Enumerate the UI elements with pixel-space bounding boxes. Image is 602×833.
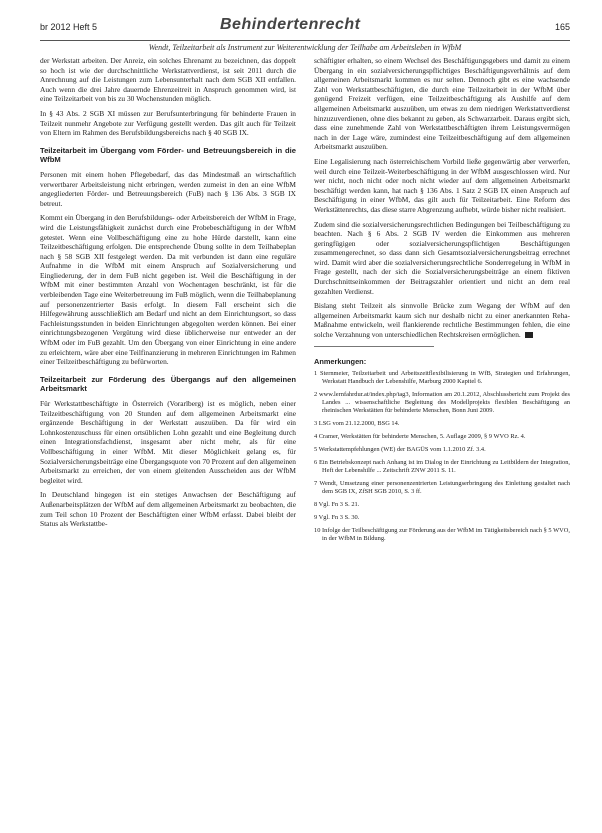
section-heading: Teilzeitarbeit zur Förderung des Übergangs auf den allgemeinen Arbeitsmarkt bbox=[40, 374, 296, 394]
footnote: 6 Ein Betriebskonzept nach Anhang ist im Dialog in der Einrichtung zu Leitbildern der Integration, Heft der Lebenshilfe ... Zeitschrift ZNW 2011 S. 11. bbox=[314, 459, 570, 475]
paragraph: Zudem sind die sozialversicherungsrechtlichen Bedingungen bei Teilbeschäftigung zu beachten. Nach § 6 Abs. 2 SGB IV werden die Einkommen aus mehreren geringfügigen oder sozialversicherungspflichtigen Beschäftigungen zusammengerechnet, so dass dann sich Gesamtsozialversicherungsbeitrag errechnet wird. Damit wird aber die sozialversicherungsrechtliche Sonderregelung in WfbM in Frage gestellt, nach der sich die Sozialversicherungsbeiträge an einem fiktiven Durchschnittseinkommen der Beitragszahler orientiert und nicht an dem real gezahlten Verdienst. bbox=[314, 219, 570, 296]
paragraph: In § 43 Abs. 2 SGB XI müssen zur Berufsunterbringung für behinderte Frauen in Teilzeit nunmehr Angebote zur Verfügung gestellt werden. Das gilt auch für Teilzeit von Eltern im Rahmen des Berufsbildungsbereichs nach § 40 SGB IX. bbox=[40, 108, 296, 138]
right-column bbox=[314, 56, 570, 548]
paragraph: Personen mit einem hohen Pflegebedarf, das das Mindestmaß an wirtschaftlich verwertbarer Arbeitsleistung nicht erbringen, werden zumeist in den an eine WfbM angegliederten Förder- und Betreuungsbereich (FuB) nach § 136 Abs. 3 SGB IX betreut. bbox=[40, 169, 296, 208]
header-rule bbox=[40, 40, 570, 41]
left-column bbox=[40, 56, 296, 534]
footnote: 4 Cramer, Werkstätten für behinderte Menschen, 5. Auflage 2009, § 9 WVO Rz. 4. bbox=[314, 433, 526, 441]
paragraph: Kommt ein Übergang in den Berufsbildungs- oder Arbeitsbereich der WfbM in Frage, wird die Leistungsfähigkeit zunächst durch eine Probebeschäftigung in der WfbM getestet. Wenn eine Vollbeschäftigung eine zu hohe Hürde darstellt, kann eine Teilzeitbeschäftigung erfolgen. Die entsprechende Übung sollte in dem Teilhabeplan nach § 58 SGB XII festgelegt werden. Da mit verbunden ist dann eine reguläre Aufnahme in die WfbM mit einem Anspruch auf Sozialversicherung und Eingliederung, der in dem FuB nicht gegeben ist. Weil die Beschäftigung in der WfbM mit einer bestimmten Anzahl von Wochentagen beschränkt, ist für die verbleibenden Tage eine Weiterbetreuung im FuB möglich, wenn die Teilhabeplanung auf personenzentrierter Basis erfolgt. In diesem Fall erscheint sich die Hilfegewährung ausschließlich am Bedarf und nicht an dem Einrichtungsort, so dass Fachleistungsstunden in beiden Einrichtungen abgegolten werden können. Bei einer einrichtungsbezogenen Vergütung wird diese üblicherweise nur entweder an der WfbM oder im FuB gezahlt. Um den Übergang von einer Einrichtung in eine andere zu erleichtern, wäre aber eine Teilfinanzierung in mehreren Einrichtungen im Rahmen einer Teilzeitbeschäftigung zu befürworten. bbox=[40, 213, 296, 367]
footnote: 2 www.lernfahrdur.at/index.php/tag3, Information am 20.1.2012, Abschlussbericht zum Projekt des Landes ... wissenschaftliche Begleitung des Modellprojekts flexiblen Beschäftigung an rheinischen Werkstätten für behinderte Menschen, Bonn Juni 2009. bbox=[314, 391, 570, 415]
paragraph-text: Bislang steht Teilzeit als sinnvolle Brücke zum Wegang der WfbM auf den allgemeinen Arbeitsmarkt kaum sich nur deshalb nicht zu einer anerkannten Reha-Maßnahme entwickeln, weil flankierende rechtliche Bestimmungen fehlen, die eine solche Verzahnung von unterschiedlichen Rechtskreisen ermöglichen. bbox=[314, 301, 570, 340]
running-header bbox=[40, 16, 570, 38]
paragraph: Eine Legalisierung nach österreichischem Vorbild ließe gegenwärtig aber verwerfen, weil durch eine Teilzeit-Weiterbeschäftigung in der WfbM ausgeschlossen wird. Nur wer nicht, noch nicht oder noch nicht wieder auf dem allgemeinen Arbeitsmarkt beschäftigt werden kann, hat nach § 136 Abs. 1 Satz 2 SGB IX einen Anspruch auf Beschäftigung in einer WfbM, das gilt auch für Teilzeitarbeit. Eine Reform des Werkstättenrechts, das diese starre Abgrenzung aufhebt, würde bisher nicht realisiert. bbox=[314, 156, 570, 214]
footnote-rule bbox=[314, 346, 434, 347]
end-of-article-mark bbox=[525, 332, 533, 338]
footnote: 8 Vgl. Fn 3 S. 21. bbox=[314, 501, 360, 509]
footnote: 5 Werkstattempfehlungen (WE) der BAGÜS vom 1.1.2010 Zf. 3.4. bbox=[314, 446, 486, 454]
footnote: 9 Vgl. Fn 3 S. 30. bbox=[314, 514, 360, 522]
section-heading: Teilzeitarbeit im Übergang vom Förder- und Betreuungsbereich in die WfbM bbox=[40, 145, 296, 165]
footnote: 10 Infolge der Teilbeschäftigung zur Förderung aus der WfbM im Tätigkeitsbereich nach § 5 WVO, in der WfbM in Bildung. bbox=[314, 527, 570, 543]
paragraph: In Deutschland hingegen ist ein stetiges Anwachsen der Beschäftigung auf Außenarbeitsplätzen der WfbM auf dem allgemeinen Arbeitsmarkt zu beobachten, die zum Teil schon 10 Prozent der Beschäftigten einer WfbM erfasst. Dabei bleibt der Status als Werkstattbe- bbox=[40, 490, 296, 529]
paragraph bbox=[314, 301, 570, 339]
paragraph: der Werkstatt arbeiten. Der Anreiz, ein solches Ehrenamt zu bezeichnen, das doppelt so hoch ist wie der durchschnittliche Werkstattverdienst, ist seit 2011 durch die Anrechnung auf die Leistungen zum Lebensunterhalt nach dem SGB XII entfallen. Auch wenn die drei Jahre dauernde Ehrenzeitreit in Anspruch genommen wird, ist eine Teilzeitarbeit von bis zu 30 Wochenstunden möglich. bbox=[40, 56, 296, 104]
page-number: 165 bbox=[554, 22, 570, 32]
footnote: 1 Sternmeier, Teilzeitarbeit und Arbeitszeitflexibilisierung in WfB, Strategien und Erfahrungen, Werkstatt Handbuch der Lebenshilfe, Marburg 2000 Kapitel 6. bbox=[314, 370, 570, 386]
footnote: 3 LSG vom 21.12.2000, BSG 14. bbox=[314, 420, 400, 428]
paragraph: Für Werkstattbeschäftigte in Österreich (Vorarlberg) ist es möglich, neben einer Teilzeitbeschäftigung von 20 Stunden auf dem allgemeinen Arbeitsmarkt eine ergänzende Beschäftigung in der Werkstatt auszuüben. Da für wird ein Lohnkostenzuschuss für einen ortsüblichen Lohn gezahlt und eine Begleitung durch einen Integrationsfachdienst, insgesamt aber nicht mehr, als für eine Vollbeschäftigung in einer WfbM. Mit dieser Möglichkeit gelang es, für Sozialversicherungsbeiträge eine Übergangsquote von 70 Prozent auf den allgemeinen Arbeitsmarkt zu erreichen, der von einem gleitenden Ausscheiden aus der WfbM begleitet wird. bbox=[40, 399, 296, 485]
journal-issue: br 2012 Heft 5 bbox=[40, 22, 98, 32]
journal-title: Behindertenrecht bbox=[220, 16, 361, 33]
footnote: 7 Wendt, Umsetzung einer personenzentrierten Leistungserbringung des Einleitung gestaltet nach dem SGB IX, ZfSH SGB 2010, S. 3 ff. bbox=[314, 480, 570, 496]
footnotes-heading: Anmerkungen: bbox=[314, 356, 367, 366]
article-running-title: Wendt, Teilzeitarbeit als Instrument zur Weiterentwicklung der Teilhabe am Arbeitsleben in WfbM bbox=[148, 43, 462, 52]
paragraph: schäftigter erhalten, so einem Wechsel des Beschäftigungsgebers und damit zu einem Übergang in ein sozialversicherungspflichtiges Beschäftigungsverhältnis auf dem allgemeinen Arbeitsmarkt kommen es nur selten. Dennoch gibt es eine wachsende Zahl von Werkstattbeschäftigten, die durch eine Teilzeitarbeit in der WfbM über genügend Freizeit verfügen, eine Teilzeitbeschäftigung als Aushilfe auf dem allgemeinen Arbeitsmarkt auszuüben, um etwas zu dem niedrigen Werkstattverdienst hinzuzuverdienen, ohne dies bekannt zu geben, als Schwarzarbeit. Daraus ergibt sich, dass eine zunehmende Zahl von Werkstattbeschäftigten ihrem Leistungsvermögen nach in der Lage wäre, zumindest eine Teilzeitbeschäftigung auf dem allgemeinen Arbeitsmarkt auszuüben. bbox=[314, 56, 570, 152]
